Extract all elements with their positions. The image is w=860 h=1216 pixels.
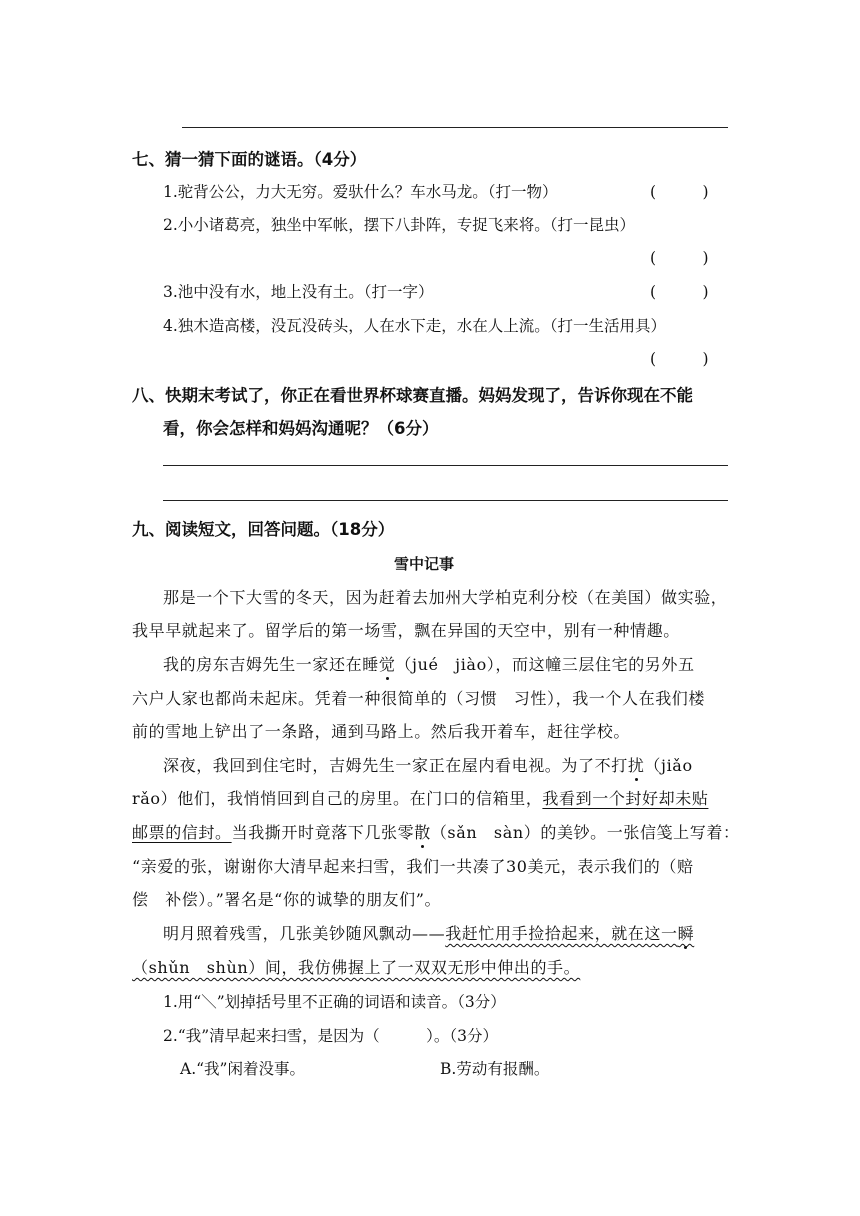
- passage-p3-line3: 邮票的信封。当我撕开时竟落下几张零散（sǎn sàn）的美钞。一张信笺上写着：: [132, 823, 740, 842]
- passage-p1-line1: 那是一个下大雪的冬天，因为赶着去加州大学柏克利分校（在美国）做实验，: [163, 588, 728, 607]
- answer-line-1[interactable]: [163, 465, 728, 466]
- riddle-2-answer[interactable]: ( ): [650, 249, 709, 267]
- underlined-sentence-part2: 邮票的信封。: [132, 823, 232, 842]
- riddle-4-answer[interactable]: ( ): [650, 350, 709, 368]
- question-2-option-b[interactable]: B.劳动有报酬。: [440, 1060, 550, 1078]
- riddle-4-text: 4.独木造高楼，没瓦没砖头，人在水下走，水在人上流。（打一生活用具）: [163, 317, 667, 335]
- passage-p1-line2: 我早早就起来了。留学后的第一场雪，飘在异国的天空中，别有一种情趣。: [132, 621, 680, 640]
- riddle-3-text: 3.池中没有水，地上没有土。（打一字）: [163, 283, 434, 301]
- passage-p3-line1: 深夜，我回到住宅时，吉姆先生一家正在屋内看电视。为了不打扰（jiǎo: [163, 756, 693, 775]
- passage-p4-line1: 明月照着残雪，几张美钞随风飘动——我赶忙用手捡拾起来，就在这一瞬: [163, 924, 695, 943]
- dotted-char-san: 散: [414, 823, 431, 842]
- underlined-sentence-part1: 我看到一个封好却未贴: [542, 789, 709, 808]
- riddle-3-answer[interactable]: ( ): [650, 283, 709, 301]
- dotted-char-rao: 扰: [627, 756, 645, 775]
- passage-p3-line4: “亲爱的张，谢谢你大清早起来扫雪，我们一共凑了30美元，表示我们的（赔: [132, 857, 694, 876]
- question-1: 1.用“＼”划掉括号里不正确的词语和读音。（3分）: [163, 993, 506, 1011]
- riddle-2-text: 2.小小诸葛亮，独坐中军帐，摆下八卦阵，专捉飞来将。（打一昆虫）: [163, 216, 636, 234]
- dotted-char-shun: 瞬: [677, 924, 695, 943]
- section-9-heading: 九、阅读短文，回答问题。（18分）: [132, 520, 395, 539]
- wavy-underlined-sentence-part1: 我赶忙用手捡拾起来，就在这一瞬: [445, 924, 695, 943]
- passage-p2-line2: 六户人家也都尚未起床。凭着一种很简单的（习惯 习性），我一个人在我们楼: [132, 689, 706, 708]
- passage-title: 雪中记事: [394, 555, 455, 573]
- dotted-char-jue: 觉: [378, 655, 396, 674]
- section-8-heading-line1: 八、快期末考试了，你正在看世界杯球赛直播。妈妈发现了，告诉你现在不能: [132, 386, 693, 405]
- wavy-underlined-sentence-part2: （shǔn shùn）间，我仿佛握上了一双双无形中伸出的手。: [132, 958, 581, 977]
- passage-p3-line2: rǎo）他们，我悄悄回到自己的房里。在门口的信箱里，我看到一个封好却未贴: [132, 789, 709, 808]
- question-2-option-a[interactable]: A.“我”闲着没事。: [180, 1060, 305, 1078]
- passage-p3-line5: 偿 补偿）。”署名是“你的诚挚的朋友们”。: [132, 890, 442, 909]
- riddle-1-answer[interactable]: ( ): [650, 183, 709, 201]
- passage-p4-line2: [132, 955, 580, 978]
- question-2: 2.“我”清早起来扫雪，是因为（ ）。（3分）: [163, 1027, 498, 1045]
- answer-line-top: [182, 127, 728, 128]
- passage-p2-line1: 我的房东吉姆先生一家还在睡觉（jué jiào），而这幢三层住宅的另外五: [163, 655, 695, 674]
- riddle-1-text: 1.驼背公公，力大无穷。爱驮什么？车水马龙。（打一物）: [163, 183, 558, 201]
- answer-line-2[interactable]: [163, 500, 728, 501]
- section-7-heading: 七、猜一猜下面的谜语。（4分）: [132, 150, 367, 169]
- passage-p2-line3: 前的雪地上铲出了一条路，通到马路上。然后我开着车，赶往学校。: [132, 722, 631, 741]
- section-8-heading-line2: 看，你会怎样和妈妈沟通呢？（6分）: [163, 419, 439, 438]
